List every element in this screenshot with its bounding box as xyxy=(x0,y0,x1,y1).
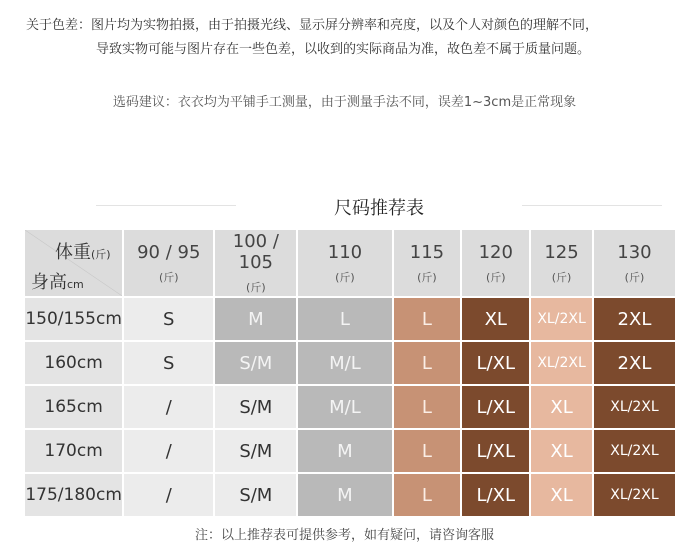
table-row xyxy=(25,298,675,340)
size-cell: / xyxy=(124,474,213,516)
size-cell: / xyxy=(124,386,213,428)
height-label: 身高cm xyxy=(31,272,84,293)
header-row xyxy=(25,230,675,296)
weight-column-header: 120 (斤) xyxy=(462,230,529,296)
size-cell: L/XL xyxy=(462,430,529,472)
size-cell: XL xyxy=(531,474,592,516)
size-cell: 2XL xyxy=(594,298,675,340)
table-title-bar xyxy=(96,194,662,218)
size-cell: L xyxy=(394,474,461,516)
weight-column-header: 115 (斤) xyxy=(394,230,461,296)
weight-column-header: 110 (斤) xyxy=(298,230,391,296)
height-row-header: 150/155cm xyxy=(25,298,122,340)
weight-column-header: 100 / 105 (斤) xyxy=(215,230,296,296)
title-divider-right xyxy=(522,205,662,206)
notice-line-2: 导致实物可能与图片存在一些色差，以收到的实际商品为准，故色差不属于质量问题。 xyxy=(96,42,591,57)
size-cell: L/XL xyxy=(462,386,529,428)
color-difference-notice xyxy=(26,14,676,62)
size-cell: L xyxy=(394,298,461,340)
size-cell: S/M xyxy=(215,474,296,516)
size-cell: M/L xyxy=(298,386,391,428)
table-title: 尺码推荐表 xyxy=(334,198,424,219)
height-row-header: 170cm xyxy=(25,430,122,472)
size-cell: L/XL xyxy=(462,342,529,384)
height-row-header: 165cm xyxy=(25,386,122,428)
table-row xyxy=(25,342,675,384)
size-cell: XL xyxy=(462,298,529,340)
sizing-advice: 选码建议：衣衣均为平铺手工测量，由于测量手法不同，误差1~3cm是正常现象 xyxy=(112,95,577,110)
height-row-header: 160cm xyxy=(25,342,122,384)
size-cell: L xyxy=(394,342,461,384)
size-cell: S xyxy=(124,298,213,340)
size-cell: XL/2XL xyxy=(594,386,675,428)
weight-column-header: 125 (斤) xyxy=(531,230,592,296)
table-row xyxy=(25,474,675,516)
size-cell: XL/2XL xyxy=(594,430,675,472)
size-cell: M xyxy=(298,430,391,472)
footer-note: 注：以上推荐表可提供参考，如有疑问，请咨询客服 xyxy=(194,528,494,543)
size-cell: M xyxy=(298,474,391,516)
size-cell: XL/2XL xyxy=(594,474,675,516)
size-cell: L xyxy=(394,386,461,428)
weight-column-header: 90 / 95 (斤) xyxy=(124,230,213,296)
table-row xyxy=(25,430,675,472)
size-cell: L xyxy=(394,430,461,472)
size-cell: XL/2XL xyxy=(531,342,592,384)
size-cell: 2XL xyxy=(594,342,675,384)
size-cell: S/M xyxy=(215,342,296,384)
size-cell: L xyxy=(298,298,391,340)
size-cell: S/M xyxy=(215,430,296,472)
size-cell: / xyxy=(124,430,213,472)
size-cell: XL xyxy=(531,430,592,472)
size-cell: S/M xyxy=(215,386,296,428)
table-row xyxy=(25,386,675,428)
size-cell: S xyxy=(124,342,213,384)
notice-line-1: 关于色差：图片均为实物拍摄，由于拍摄光线、显示屏分辨率和亮度，以及个人对颜色的理解不同， xyxy=(26,18,599,33)
size-cell: M xyxy=(215,298,296,340)
size-cell: M/L xyxy=(298,342,391,384)
size-cell: L/XL xyxy=(462,474,529,516)
height-row-header: 175/180cm xyxy=(25,474,122,516)
size-cell: XL/2XL xyxy=(531,298,592,340)
size-chart-table xyxy=(23,228,677,518)
corner-header xyxy=(25,230,122,296)
size-cell: XL xyxy=(531,386,592,428)
weight-label: 体重(斤) xyxy=(55,242,111,263)
weight-column-header: 130 (斤) xyxy=(594,230,675,296)
